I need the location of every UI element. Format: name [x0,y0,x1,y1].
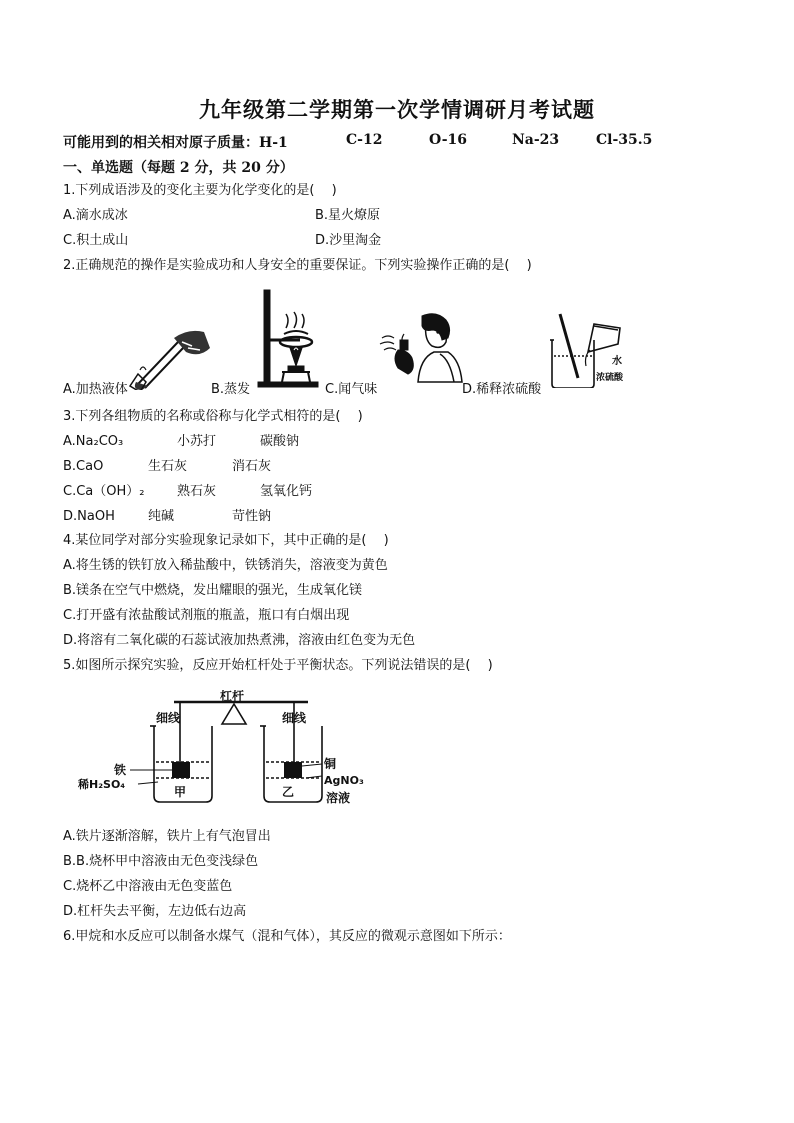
q1-stem: 1.下列成语涉及的变化主要为化学变化的是( ) [63,183,337,198]
q2-option-d: D.稀释浓硫酸 [462,382,542,397]
copper-label: 铜 [324,757,337,771]
section-heading: 一、单选题（每题 2 分，共 20 分） [63,160,294,176]
evaporation-figure [256,288,320,388]
q3-b-formula: B.CaO [63,459,104,474]
q3-stem: 3.下列各组物质的名称或俗称与化学式相符的是( ) [63,409,363,424]
q2-option-c: C.闻气味 [325,382,378,397]
q2-option-a: A.加热液体 [63,382,128,397]
q1-option-c: C.积土成山 [63,233,129,248]
q2-option-b: B.蒸发 [211,382,251,397]
q3-c-name2: 氢氧化钙 [260,484,313,499]
q1-option-a: A.滴水成冰 [63,208,128,223]
beaker-yi-label: 乙 [282,785,295,799]
q3-c-name1: 熟石灰 [177,484,217,499]
q4-option-d: D.将溶有二氧化碳的石蕊试液加热煮沸，溶液由红色变为无色 [63,633,416,648]
q5-option-c: C.烧杯乙中溶液由无色变蓝色 [63,879,233,894]
heating-liquid-figure [128,318,214,390]
iron-label: 铁 [114,763,127,777]
q3-a-name2: 碳酸钠 [260,434,300,449]
q3-b-name2: 消石灰 [232,459,272,474]
smelling-figure [378,310,466,390]
mass-label: 可能用到的相关相对原子质量：H-1 [63,135,288,151]
thread-left-label: 细线 [156,711,181,725]
q3-d-formula: D.NaOH [63,509,115,524]
q5-option-a: A.铁片逐渐溶解，铁片上有气泡冒出 [63,829,271,844]
q5-option-d: D.杠杆失去平衡，左边低右边高 [63,904,247,919]
agno3-label: AgNO₃ [324,774,364,787]
acid-label: 稀H₂SO₄ [78,778,126,791]
q2-stem: 2.正确规范的操作是实验成功和人身安全的重要保证。下列实验操作正确的是( ) [63,258,532,273]
q1-option-b: B.星火燎原 [315,208,381,223]
solution-label: 溶液 [326,791,351,805]
mass-na: Na-23 [512,132,560,148]
q5-stem: 5.如图所示探究实验，反应开始杠杆处于平衡状态。下列说法错误的是( ) [63,658,493,673]
q4-stem: 4.某位同学对部分实验现象记录如下，其中正确的是( ) [63,533,389,548]
lever-label: 杠杆 [220,690,245,703]
thread-right-label: 细线 [282,711,307,725]
mass-cl: Cl-35.5 [596,132,653,148]
water-label: 水 [612,356,622,367]
q4-option-a: A.将生锈的铁钉放入稀盐酸中，铁锈消失，溶液变为黄色 [63,558,388,573]
mass-o: O-16 [429,132,468,148]
q4-option-b: B.镁条在空气中燃烧，发出耀眼的强光，生成氧化镁 [63,583,363,598]
q3-a-formula: A.Na₂CO₃ [63,434,124,449]
q3-c-formula: C.Ca（OH）₂ [63,484,145,499]
diluting-acid-figure [548,312,634,388]
q3-d-name1: 纯碱 [148,509,175,524]
q5-option-b: B.B.烧杯甲中溶液由无色变浅绿色 [63,854,259,869]
beaker-jia-label: 甲 [174,785,187,799]
page-title: 九年级第二学期第一次学情调研月考试题 [199,97,595,122]
q6-stem: 6.甲烷和水反应可以制备水煤气（混和气体），其反应的微观示意图如下所示： [63,929,511,944]
mass-c: C-12 [346,132,383,148]
q4-option-c: C.打开盛有浓盐酸试剂瓶的瓶盖，瓶口有白烟出现 [63,608,350,623]
q1-option-d: D.沙里淘金 [315,233,382,248]
q3-a-name1: 小苏打 [177,434,217,449]
lever-experiment-figure [76,690,376,814]
q3-d-name2: 苛性钠 [232,509,272,524]
q3-b-name1: 生石灰 [148,459,188,474]
acid-label: 浓硫酸 [596,373,624,383]
